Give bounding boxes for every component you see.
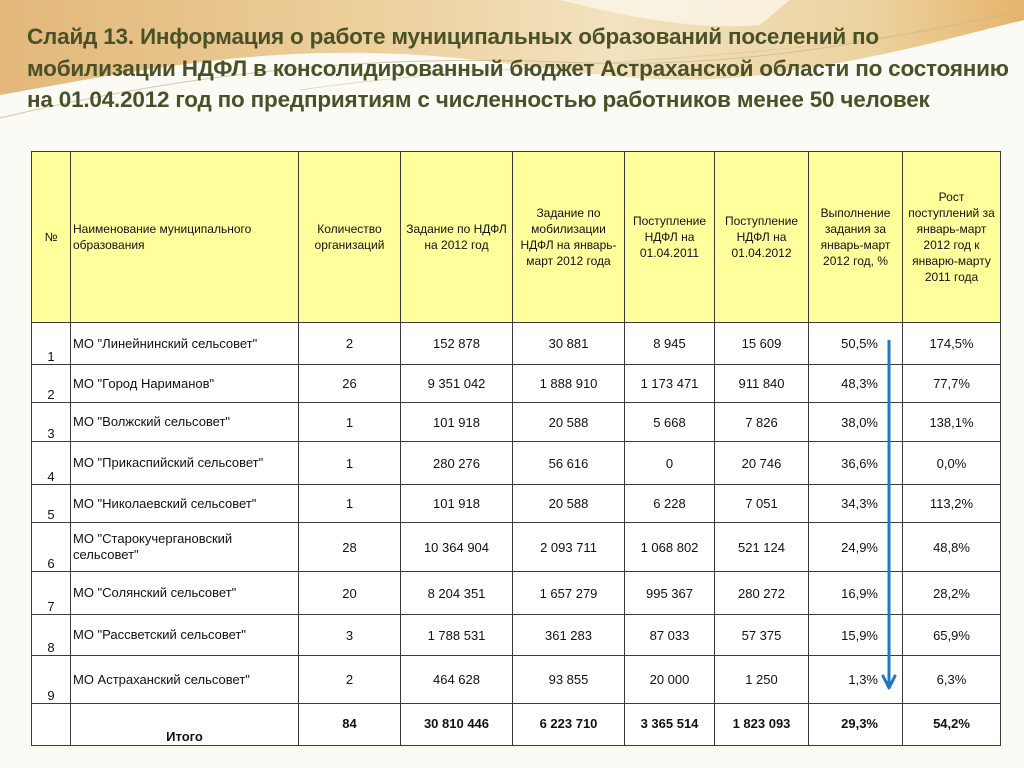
plan-year: 152 878 (401, 323, 513, 365)
plan-q1: 93 855 (513, 656, 625, 704)
total-number-empty (32, 704, 71, 746)
col-header-receipts-2011: Поступление НДФЛ на 01.04.2011 (625, 152, 715, 323)
receipts-2012: 7 826 (715, 403, 809, 442)
col-header-execution-pct: Выполнение задания за январь-март 2012 год, % (809, 152, 903, 323)
municipality-name: МО "Солянский сельсовет" (71, 572, 299, 615)
org-count: 26 (299, 365, 401, 403)
growth-pct: 113,2% (903, 485, 1001, 523)
ndfl-table (31, 151, 1001, 746)
row-number: 1 (32, 323, 71, 365)
org-count: 1 (299, 485, 401, 523)
execution-pct: 24,9% (809, 523, 903, 572)
municipality-name: МО "Прикаспийский сельсовет" (71, 442, 299, 485)
org-count: 2 (299, 323, 401, 365)
col-header-name: Наименование муниципального образования (71, 152, 299, 323)
municipality-name: МО "Линейнинский сельсовет" (71, 323, 299, 365)
row-number: 5 (32, 485, 71, 523)
slide-title: Слайд 13. Информация о работе муниципальных образований поселений по мобилизации НДФЛ в консолидированный бюджет Астраханской области по состоянию на 01.04.2012 год по предприятиям с численностью работников менее 50 человек (27, 24, 1009, 112)
org-count: 1 (299, 442, 401, 485)
col-header-plan-year: Задание по НДФЛ на 2012 год (401, 152, 513, 323)
row-number: 2 (32, 365, 71, 403)
plan-year: 9 351 042 (401, 365, 513, 403)
execution-pct: 48,3% (809, 365, 903, 403)
plan-q1: 1 888 910 (513, 365, 625, 403)
table-row (32, 572, 1001, 615)
municipality-name: МО "Волжский сельсовет" (71, 403, 299, 442)
plan-q1: 30 881 (513, 323, 625, 365)
execution-pct: 1,3% (809, 656, 903, 704)
execution-pct: 16,9% (809, 572, 903, 615)
receipts-2011: 87 033 (625, 615, 715, 656)
col-header-orgs: Количество организаций (299, 152, 401, 323)
receipts-2011: 0 (625, 442, 715, 485)
receipts-2012: 20 746 (715, 442, 809, 485)
plan-q1: 20 588 (513, 485, 625, 523)
receipts-2011: 20 000 (625, 656, 715, 704)
table-row (32, 615, 1001, 656)
receipts-2011: 5 668 (625, 403, 715, 442)
total-growth-pct: 54,2% (903, 704, 1001, 746)
total-receipts-2012: 1 823 093 (715, 704, 809, 746)
table-row (32, 365, 1001, 403)
receipts-2012: 911 840 (715, 365, 809, 403)
growth-pct: 0,0% (903, 442, 1001, 485)
table-row (32, 323, 1001, 365)
org-count: 20 (299, 572, 401, 615)
execution-pct: 15,9% (809, 615, 903, 656)
row-number: 6 (32, 523, 71, 572)
growth-pct: 48,8% (903, 523, 1001, 572)
total-label: Итого (71, 704, 299, 746)
org-count: 28 (299, 523, 401, 572)
municipality-name: МО "Старокучергановский сельсовет" (71, 523, 299, 572)
table-row (32, 523, 1001, 572)
execution-pct: 36,6% (809, 442, 903, 485)
col-header-receipts-2012: Поступление НДФЛ на 01.04.2012 (715, 152, 809, 323)
receipts-2012: 15 609 (715, 323, 809, 365)
municipality-name: МО Астраханский сельсовет" (71, 656, 299, 704)
execution-pct: 50,5% (809, 323, 903, 365)
receipts-2012: 7 051 (715, 485, 809, 523)
table-row (32, 403, 1001, 442)
receipts-2011: 6 228 (625, 485, 715, 523)
plan-q1: 20 588 (513, 403, 625, 442)
plan-year: 101 918 (401, 485, 513, 523)
receipts-2012: 57 375 (715, 615, 809, 656)
org-count: 2 (299, 656, 401, 704)
plan-year: 10 364 904 (401, 523, 513, 572)
plan-year: 280 276 (401, 442, 513, 485)
col-header-number: № (32, 152, 71, 323)
growth-pct: 6,3% (903, 656, 1001, 704)
growth-pct: 65,9% (903, 615, 1001, 656)
receipts-2011: 995 367 (625, 572, 715, 615)
table-row (32, 442, 1001, 485)
row-number: 3 (32, 403, 71, 442)
col-header-growth-pct: Рост поступлений за январь-март 2012 год к январю-марту 2011 года (903, 152, 1001, 323)
plan-q1: 2 093 711 (513, 523, 625, 572)
receipts-2011: 8 945 (625, 323, 715, 365)
plan-q1: 1 657 279 (513, 572, 625, 615)
receipts-2011: 1 068 802 (625, 523, 715, 572)
total-receipts-2011: 3 365 514 (625, 704, 715, 746)
arrow-down-icon (881, 340, 897, 692)
table-row (32, 656, 1001, 704)
receipts-2012: 521 124 (715, 523, 809, 572)
plan-year: 8 204 351 (401, 572, 513, 615)
row-number: 7 (32, 572, 71, 615)
municipality-name: МО "Николаевский сельсовет" (71, 485, 299, 523)
growth-pct: 138,1% (903, 403, 1001, 442)
total-row (32, 704, 1001, 746)
growth-pct: 77,7% (903, 365, 1001, 403)
col-header-plan-q1: Задание по мобилизации НДФЛ на январь-март 2012 года (513, 152, 625, 323)
table-row (32, 485, 1001, 523)
growth-pct: 28,2% (903, 572, 1001, 615)
receipts-2011: 1 173 471 (625, 365, 715, 403)
municipality-name: МО "Рассветский сельсовет" (71, 615, 299, 656)
org-count: 1 (299, 403, 401, 442)
row-number: 8 (32, 615, 71, 656)
total-plan-year: 30 810 446 (401, 704, 513, 746)
execution-pct: 34,3% (809, 485, 903, 523)
plan-year: 101 918 (401, 403, 513, 442)
total-plan-q1: 6 223 710 (513, 704, 625, 746)
plan-year: 1 788 531 (401, 615, 513, 656)
row-number: 9 (32, 656, 71, 704)
total-execution-pct: 29,3% (809, 704, 903, 746)
execution-pct: 38,0% (809, 403, 903, 442)
growth-pct: 174,5% (903, 323, 1001, 365)
header-row (32, 152, 1001, 323)
plan-year: 464 628 (401, 656, 513, 704)
plan-q1: 56 616 (513, 442, 625, 485)
total-org-count: 84 (299, 704, 401, 746)
municipality-name: МО "Город Нариманов" (71, 365, 299, 403)
receipts-2012: 280 272 (715, 572, 809, 615)
plan-q1: 361 283 (513, 615, 625, 656)
row-number: 4 (32, 442, 71, 485)
receipts-2012: 1 250 (715, 656, 809, 704)
org-count: 3 (299, 615, 401, 656)
